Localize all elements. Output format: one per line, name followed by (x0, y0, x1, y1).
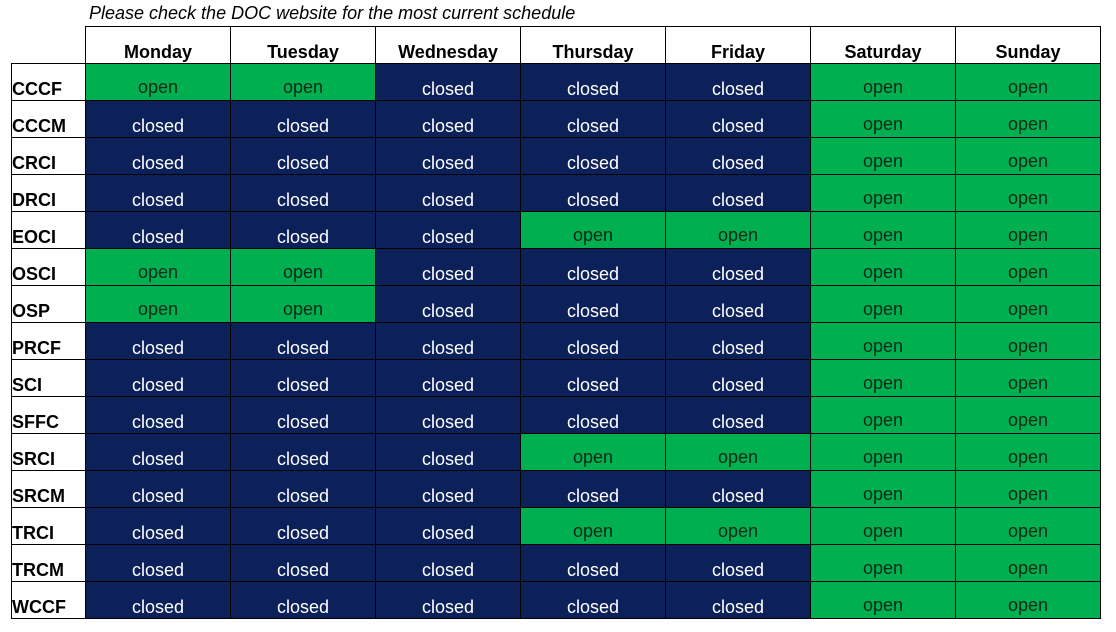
status-cell: open (956, 471, 1101, 508)
status-cell: closed (231, 323, 376, 360)
facility-label: CCCF (12, 64, 86, 101)
status-cell: closed (86, 397, 231, 434)
corner-cell (12, 27, 86, 64)
status-cell: open (86, 64, 231, 101)
facility-label: TRCI (12, 508, 86, 545)
status-cell: closed (231, 212, 376, 249)
facility-label: SRCI (12, 434, 86, 471)
day-header-tuesday: Tuesday (231, 27, 376, 64)
status-cell: closed (86, 323, 231, 360)
status-cell: open (956, 323, 1101, 360)
table-row (12, 360, 1101, 397)
status-cell: closed (376, 582, 521, 619)
status-cell: open (86, 286, 231, 323)
status-cell: closed (521, 397, 666, 434)
facility-label: OSP (12, 286, 86, 323)
status-cell: closed (666, 582, 811, 619)
facility-label: OSCI (12, 249, 86, 286)
status-cell: open (956, 138, 1101, 175)
status-cell: closed (666, 545, 811, 582)
table-row (12, 471, 1101, 508)
status-cell: closed (231, 582, 376, 619)
status-cell: closed (521, 64, 666, 101)
status-cell: open (811, 397, 956, 434)
status-cell: open (521, 508, 666, 545)
facility-label: CRCI (12, 138, 86, 175)
status-cell: open (666, 434, 811, 471)
status-cell: open (811, 212, 956, 249)
day-header-sunday: Sunday (956, 27, 1101, 64)
status-cell: closed (376, 360, 521, 397)
status-cell: open (811, 360, 956, 397)
status-cell: closed (231, 138, 376, 175)
status-cell: open (811, 101, 956, 138)
day-header-friday: Friday (666, 27, 811, 64)
status-cell: closed (231, 175, 376, 212)
table-row (12, 212, 1101, 249)
facility-label: SFFC (12, 397, 86, 434)
status-cell: open (956, 397, 1101, 434)
facility-label: SRCM (12, 471, 86, 508)
status-cell: closed (521, 286, 666, 323)
table-row (12, 64, 1101, 101)
facility-label: SCI (12, 360, 86, 397)
status-cell: open (666, 508, 811, 545)
status-cell: closed (666, 249, 811, 286)
table-row (12, 397, 1101, 434)
status-cell: closed (86, 545, 231, 582)
status-cell: open (521, 434, 666, 471)
status-cell: closed (86, 434, 231, 471)
status-cell: open (956, 212, 1101, 249)
schedule-table (11, 26, 1101, 619)
status-cell: closed (521, 101, 666, 138)
table-row (12, 175, 1101, 212)
status-cell: open (956, 582, 1101, 619)
table-row (12, 286, 1101, 323)
status-cell: closed (521, 360, 666, 397)
table-row (12, 249, 1101, 286)
status-cell: open (956, 175, 1101, 212)
status-cell: closed (376, 323, 521, 360)
table-row (12, 582, 1101, 619)
status-cell: closed (376, 545, 521, 582)
schedule-body (12, 64, 1101, 619)
status-cell: closed (376, 286, 521, 323)
status-cell: open (811, 545, 956, 582)
status-cell: open (811, 64, 956, 101)
status-cell: closed (521, 323, 666, 360)
status-cell: open (956, 434, 1101, 471)
status-cell: open (811, 323, 956, 360)
status-cell: open (956, 64, 1101, 101)
status-cell: closed (376, 138, 521, 175)
day-header-wednesday: Wednesday (376, 27, 521, 64)
status-cell: open (956, 101, 1101, 138)
status-cell: open (811, 471, 956, 508)
day-header-monday: Monday (86, 27, 231, 64)
status-cell: closed (376, 397, 521, 434)
status-cell: closed (231, 397, 376, 434)
status-cell: open (666, 212, 811, 249)
table-row (12, 138, 1101, 175)
status-cell: open (811, 508, 956, 545)
status-cell: open (956, 508, 1101, 545)
status-cell: closed (376, 212, 521, 249)
status-cell: closed (376, 508, 521, 545)
status-cell: open (231, 249, 376, 286)
header-row (12, 27, 1101, 64)
table-row (12, 508, 1101, 545)
status-cell: open (231, 286, 376, 323)
status-cell: closed (231, 508, 376, 545)
table-row (12, 101, 1101, 138)
status-cell: closed (666, 138, 811, 175)
status-cell: closed (231, 101, 376, 138)
status-cell: closed (666, 360, 811, 397)
status-cell: open (231, 64, 376, 101)
schedule-note: Please check the DOC website for the most current schedule (89, 3, 576, 23)
facility-label: TRCM (12, 545, 86, 582)
facility-label: WCCF (12, 582, 86, 619)
status-cell: closed (86, 175, 231, 212)
status-cell: open (86, 249, 231, 286)
facility-label: PRCF (12, 323, 86, 360)
status-cell: open (811, 286, 956, 323)
status-cell: open (811, 434, 956, 471)
status-cell: closed (666, 101, 811, 138)
status-cell: closed (86, 360, 231, 397)
day-header-saturday: Saturday (811, 27, 956, 64)
status-cell: open (521, 212, 666, 249)
status-cell: open (956, 286, 1101, 323)
status-cell: closed (86, 582, 231, 619)
status-cell: closed (376, 101, 521, 138)
status-cell: closed (231, 471, 376, 508)
table-row (12, 323, 1101, 360)
status-cell: closed (231, 360, 376, 397)
status-cell: closed (86, 508, 231, 545)
status-cell: closed (376, 434, 521, 471)
status-cell: closed (376, 471, 521, 508)
status-cell: closed (666, 286, 811, 323)
status-cell: closed (86, 101, 231, 138)
facility-label: CCCM (12, 101, 86, 138)
status-cell: closed (666, 397, 811, 434)
facility-label: EOCI (12, 212, 86, 249)
status-cell: open (956, 545, 1101, 582)
table-row (12, 545, 1101, 582)
status-cell: closed (521, 471, 666, 508)
day-header-thursday: Thursday (521, 27, 666, 64)
status-cell: closed (666, 175, 811, 212)
status-cell: open (956, 249, 1101, 286)
status-cell: closed (376, 64, 521, 101)
status-cell: closed (521, 138, 666, 175)
status-cell: closed (521, 545, 666, 582)
status-cell: closed (666, 323, 811, 360)
status-cell: open (956, 360, 1101, 397)
status-cell: closed (86, 212, 231, 249)
status-cell: closed (666, 471, 811, 508)
status-cell: closed (521, 249, 666, 286)
status-cell: closed (231, 434, 376, 471)
status-cell: closed (666, 64, 811, 101)
status-cell: closed (521, 582, 666, 619)
status-cell: closed (521, 175, 666, 212)
status-cell: open (811, 138, 956, 175)
status-cell: closed (231, 545, 376, 582)
status-cell: open (811, 582, 956, 619)
status-cell: open (811, 249, 956, 286)
table-row (12, 434, 1101, 471)
status-cell: closed (376, 175, 521, 212)
status-cell: closed (86, 138, 231, 175)
facility-label: DRCI (12, 175, 86, 212)
status-cell: closed (376, 249, 521, 286)
status-cell: closed (86, 471, 231, 508)
status-cell: open (811, 175, 956, 212)
